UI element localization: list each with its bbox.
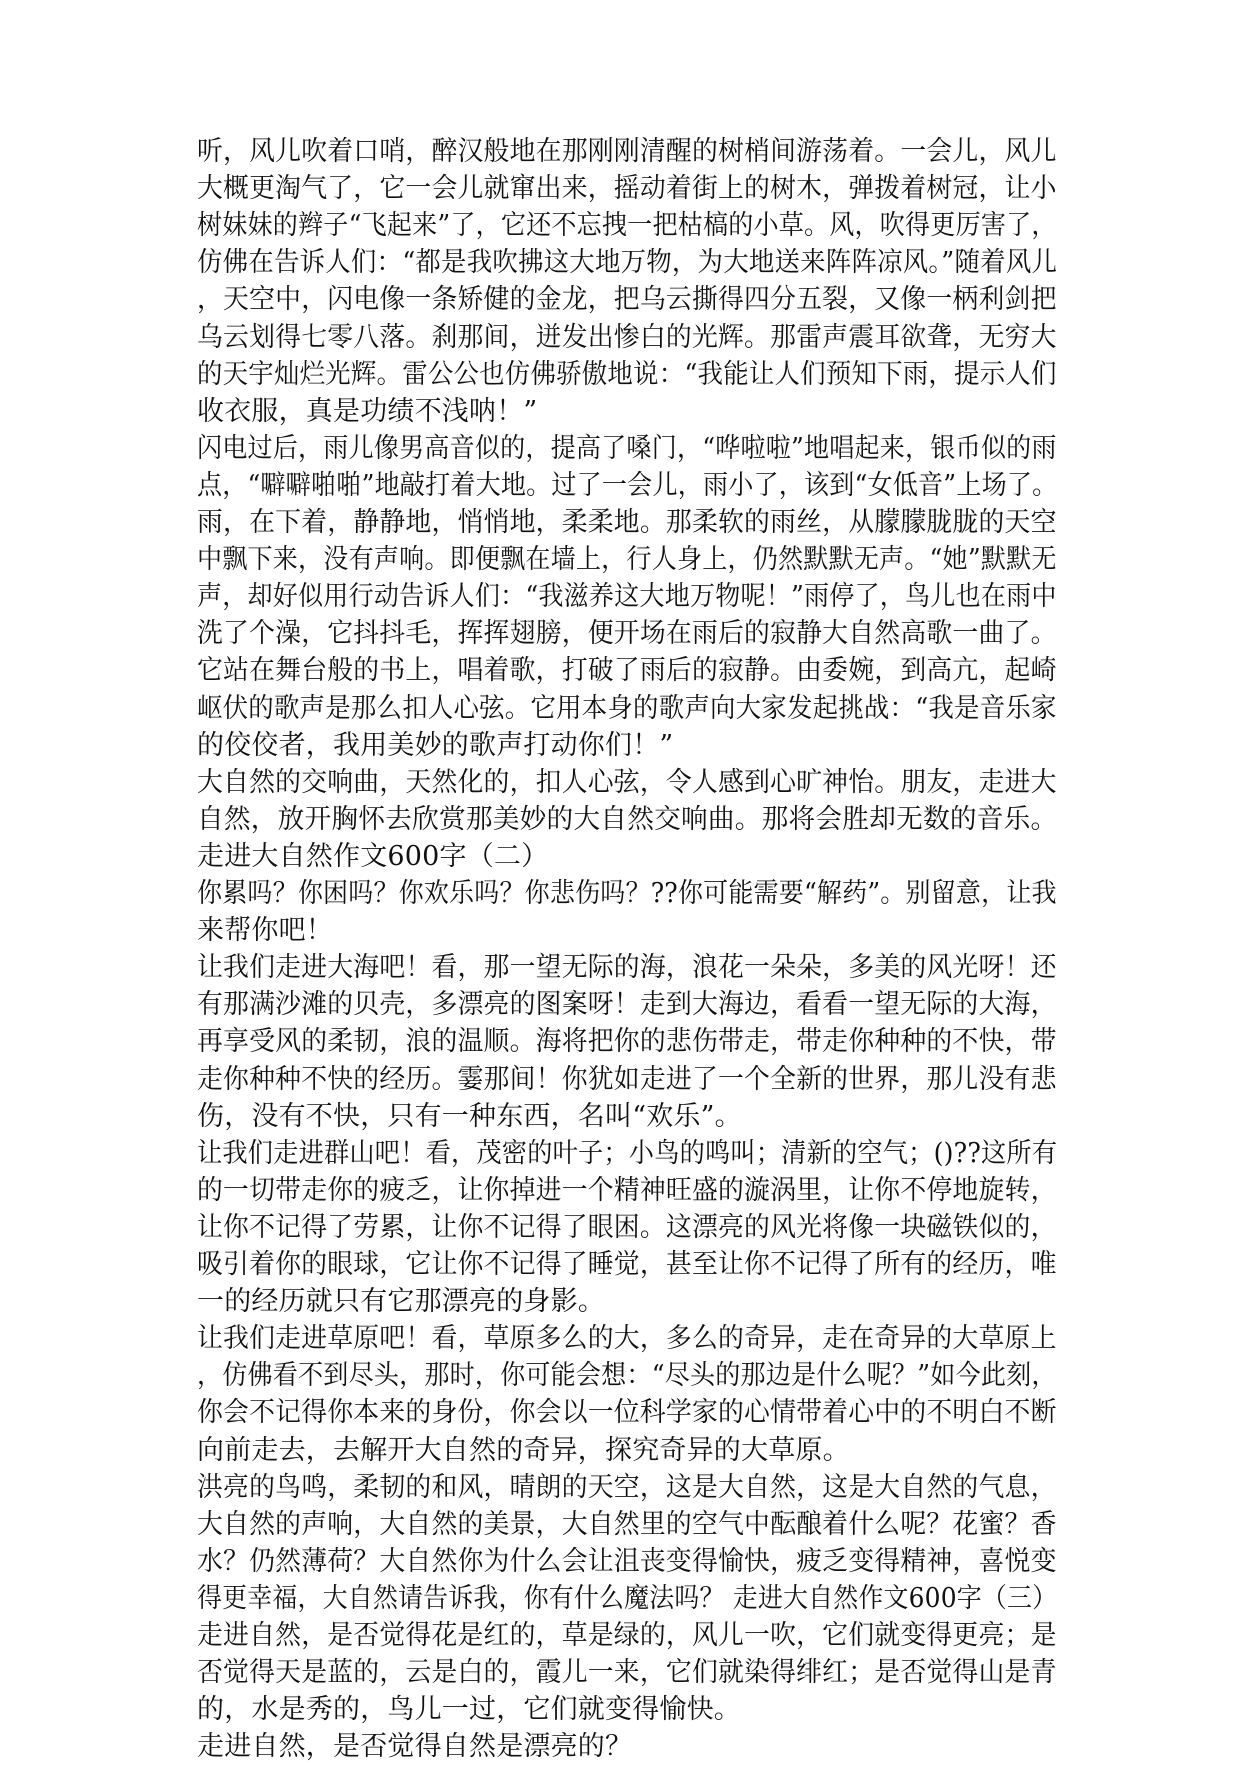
text-line: 让我们走进大海吧！看，那一望无际的海，浪花一朵朵，多美的风光呀！还 — [197, 952, 1057, 984]
text-line: 雨，在下着，静静地，悄悄地，柔柔地。那柔软的雨丝，从朦朦胧胧的天空 — [197, 507, 1057, 538]
text-line: 乌云划得七零八落。刹那间，迸发出惨白的光辉。那雷声震耳欲聋，无穷大 — [197, 321, 1057, 353]
text-line: 的天宇灿烂光辉。雷公公也仿佛骄傲地说：“我能让人们预知下雨，提示人们 — [197, 358, 1057, 390]
text-line: 得更幸福，大自然请告诉我，你有什么魔法吗？ 走进大自然作文600字（三） — [197, 1582, 1058, 1614]
text-line: 走你种种不快的经历。霎那间！你犹如走进了一个全新的世界，那儿没有悲 — [197, 1063, 1057, 1095]
text-line: 大自然的交响曲，天然化的，扣人心弦，令人感到心旷神怡。朋友，走进大 — [197, 766, 1057, 798]
text-line: 树妹妹的辫子“飞起来”了，它还不忘拽一把枯槁的小草。风，吹得更厉害了， — [197, 210, 1057, 242]
text-line: 大自然的声响，大自然的美景，大自然里的空气中酝酿着什么呢？花蜜？香 — [197, 1508, 1057, 1540]
text-line: 你会不记得你本来的身份，你会以一位科学家的心情带着心中的不明白不断 — [197, 1397, 1057, 1429]
text-line: 否觉得天是蓝的，云是白的，霞儿一来，它们就染得绯红；是否觉得山是青 — [197, 1657, 1057, 1689]
text-line: 再享受风的柔韧，浪的温顺。海将把你的悲伤带走，带走你种种的不快，带 — [197, 1026, 1057, 1058]
text-line: 收衣服，真是功绩不浅呐！” — [197, 395, 538, 427]
text-line: 水？仍然薄荷？大自然你为什么会让沮丧变得愉快，疲乏变得精神，喜悦变 — [197, 1545, 1057, 1577]
text-line: 洗了个澡，它抖抖毛，挥挥翅膀，便开场在雨后的寂静大自然高歌一曲了。 — [197, 618, 1057, 650]
text-line: 走进大自然作文600字（二） — [197, 840, 549, 872]
text-line: ，天空中，闪电像一条矫健的金龙，把乌云撕得四分五裂，又像一柄利剑把 — [197, 284, 1057, 316]
text-line: 让你不记得了劳累，让你不记得了眼困。这漂亮的风光将像一块磁铁似的， — [197, 1211, 1057, 1243]
text-line: 的佼佼者，我用美妙的歌声打动你们！” — [197, 729, 674, 761]
text-line: 声，却好似用行动告诉人们：“我滋养这大地万物呢！”雨停了，鸟儿也在雨中 — [197, 581, 1057, 613]
text-line: 岖伏的歌声是那么扣人心弦。它用本身的歌声向大家发起挑战：“我是音乐家 — [197, 692, 1057, 724]
text-line: 让我们走进草原吧！看，草原多么的大，多么的奇异，走在奇异的大草原上 — [197, 1323, 1057, 1355]
text-line: 有那满沙滩的贝壳，多漂亮的图案呀！走到大海边，看看一望无际的大海， — [197, 989, 1057, 1021]
text-line: 你累吗？你困吗？你欢乐吗？你悲伤吗？??你可能需要“解药”。别留意，让我 — [197, 878, 1057, 909]
text-line: 闪电过后，雨儿像男高音似的，提高了嗓门，“哗啦啦”地唱起来，银币似的雨 — [197, 432, 1057, 464]
text-line: 中飘下来，没有声响。即便飘在墙上，行人身上，仍然默默无声。“她”默默无 — [197, 544, 1057, 576]
text-line: 的，水是秀的，鸟儿一过，它们就变得愉快。 — [197, 1694, 741, 1726]
text-line: 来帮你吧！ — [197, 915, 333, 947]
text-line: 自然，放开胸怀去欣赏那美妙的大自然交响曲。那将会胜却无数的音乐。 — [197, 803, 1058, 835]
text-line: 向前走去，去解开大自然的奇异，探究奇异的大草原。 — [197, 1434, 850, 1466]
text-line: 大概更淘气了，它一会儿就窜出来，摇动着街上的树木，弹拨着树冠，让小 — [197, 173, 1057, 205]
text-line: 吸引着你的眼球，它让你不记得了睡觉，甚至让你不记得了所有的经历，唯 — [197, 1249, 1057, 1280]
text-line: 的一切带走你的疲乏，让你掉进一个精神旺盛的漩涡里，让你不停地旋转， — [197, 1174, 1057, 1206]
text-line: 让我们走进群山吧！看，茂密的叶子；小鸟的鸣叫；清新的空气；()??这所有 — [197, 1137, 1058, 1169]
text-line: 走进自然，是否觉得花是红的，草是绿的，风儿一吹，它们就变得更亮；是 — [197, 1620, 1057, 1651]
text-line: 洪亮的鸟鸣，柔韧的和风，晴朗的天空，这是大自然，这是大自然的气息， — [197, 1471, 1057, 1503]
text-line: 听，风儿吹着口哨，醉汉般地在那刚刚清醒的树梢间游荡着。一会儿，风儿 — [197, 136, 1057, 167]
text-line: ，仿佛看不到尽头，那时，你可能会想：“尽头的那边是什么呢？”如今此刻， — [197, 1360, 1057, 1392]
text-line: 仿佛在告诉人们：“都是我吹拂这大地万物，为大地送来阵阵凉风。”随着风儿 — [197, 247, 1058, 279]
text-line: 伤，没有不快，只有一种东西，名叫“欢乐”。 — [197, 1100, 742, 1132]
text-line: 点，“噼噼啪啪”地敲打着大地。过了一会儿，雨小了，该到“女低音”上场了。 — [197, 469, 1058, 501]
text-line: 走进自然，是否觉得自然是漂亮的？ — [197, 1731, 633, 1763]
text-line: 它站在舞台般的书上，唱着歌，打破了雨后的寂静。由委婉，到高亢，起崎 — [197, 655, 1057, 687]
text-line: 一的经历就只有它那漂亮的身影。 — [197, 1286, 605, 1318]
